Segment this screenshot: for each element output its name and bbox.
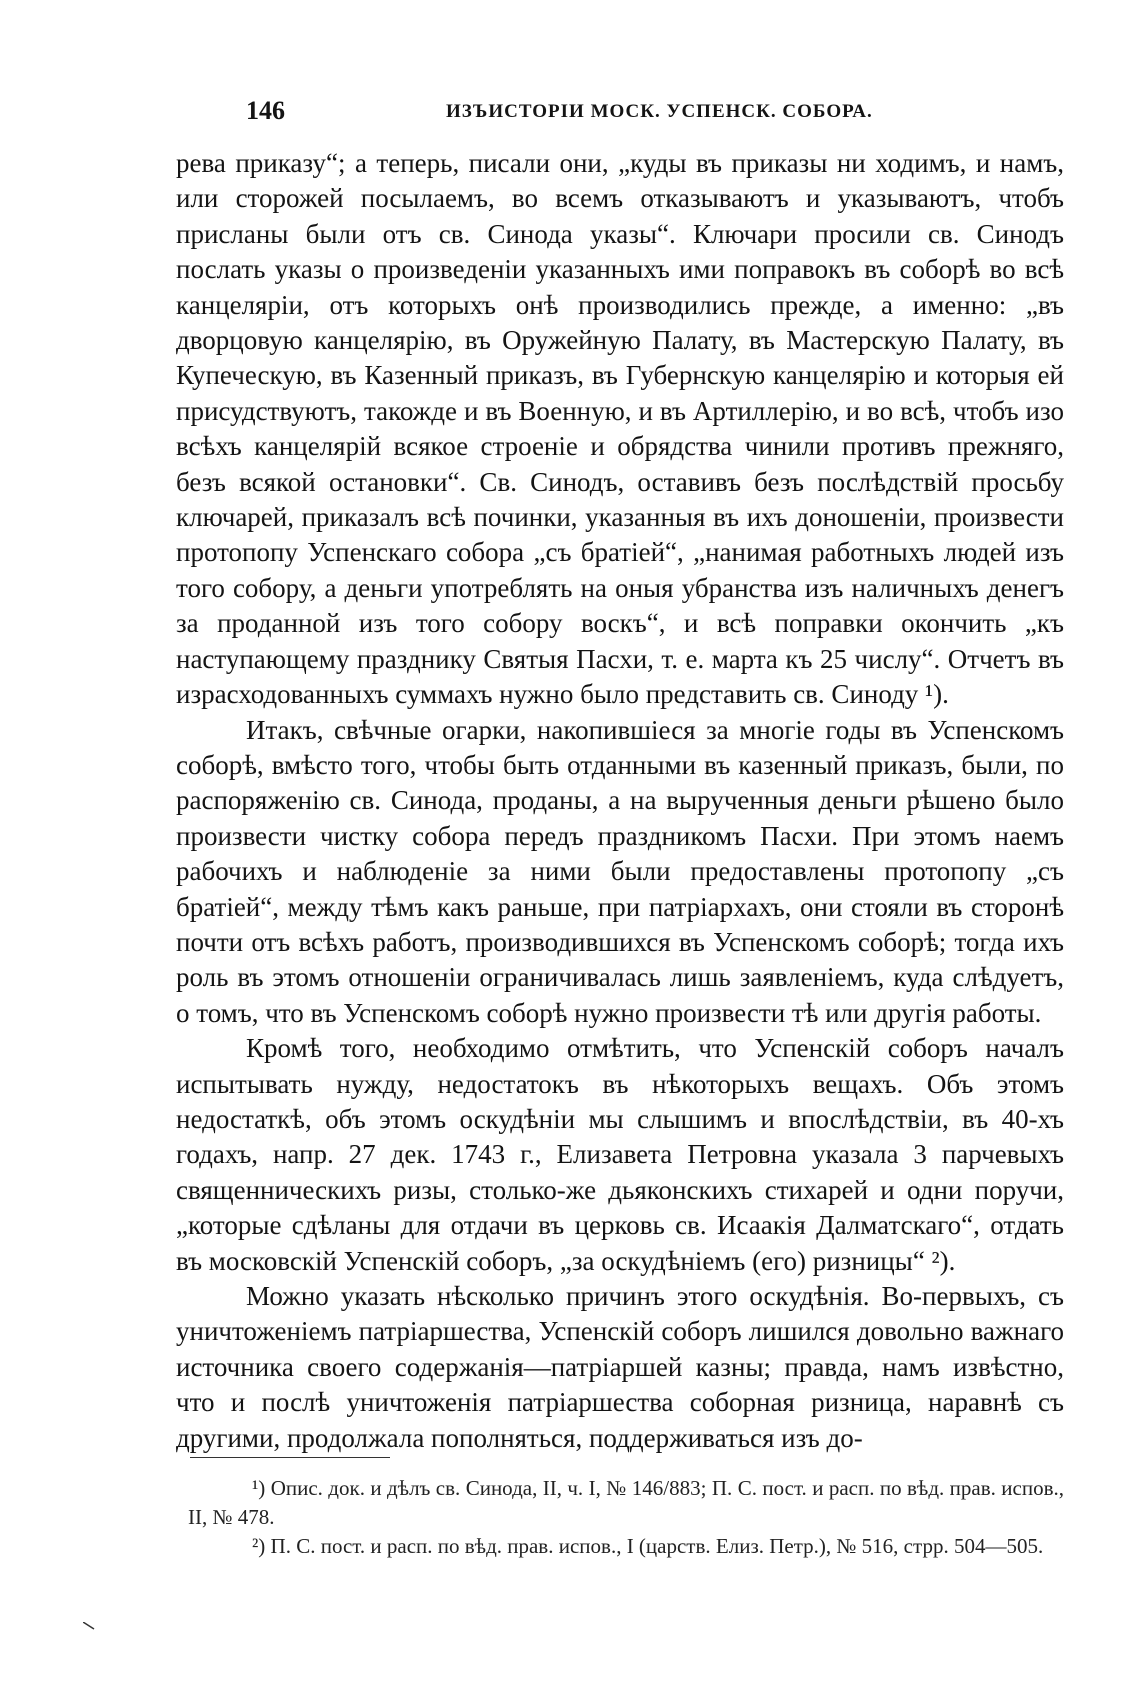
footnote-1: ¹) Опис. док. и дѣлъ св. Синода, II, ч. I, № 146/883; П. С. пост. и расп. по вѣд. прав. испов., II, № 478. (188, 1476, 1064, 1529)
stray-mark-icon (83, 1622, 95, 1630)
paragraph-2: Итакъ, свѣчные огарки, накопившіеся за многіе годы въ Успенскомъ соборѣ, вмѣсто того, чтобы быть отданными въ казенный приказъ, были, по распоряженію св. Синода, проданы, а на вырученныя деньги рѣшено было произвести чистку собора передъ праздникомъ Пасхи. При этомъ наемъ рабочихъ и наблюденіе за ними были предоставлены протопопу „съ братіей“, между тѣмъ какъ раньше, при патріархахъ, они стояли въ сторонѣ почти отъ всѣхъ работъ, производившихся въ Успенскомъ соборѣ; тогда ихъ роль въ этомъ отношеніи ограничивалась лишь заявленіемъ, куда слѣдуетъ, о томъ, что въ Успенскомъ соборѣ нужно произвести тѣ или другія работы. (176, 714, 1064, 1028)
footnote-divider (190, 1457, 390, 1458)
paragraph-3: Кромѣ того, необходимо отмѣтить, что Успенскій соборъ началъ испытывать нужду, недостатокъ въ нѣкоторыхъ вещахъ. Объ этомъ недостаткѣ, объ этомъ оскудѣніи мы слышимъ и впослѣдствіи, въ 40-хъ годахъ, напр. 27 дек. 1743 г., Елизавета Петровна указала 3 парчевыхъ священническихъ ризы, столько-же дьяконскихъ стихарей и одни поручи, „которые сдѣланы для отдачи въ церковь св. Исаакія Далматскаго“, отдать въ московскій Успенскій соборъ, „за оскудѣніемъ (его) ризницы“ ²). (176, 1033, 1064, 1276)
page-number: 146 (246, 96, 285, 125)
paragraph-4: Можно указать нѣсколько причинъ этого оскудѣнія. Во-первыхъ, съ уничтоженіемъ патріаршества, Успенскій соборъ лишился довольно важнаго источника своего содержанія—патріаршей казны; правда, намъ извѣстно, что и послѣ уничтоженія патріаршества соборная ризница, наравнѣ съ другими, продолжала пополняться, поддерживаться изъ до- (176, 1281, 1064, 1453)
footnotes (188, 1474, 1064, 1561)
running-head (176, 96, 1064, 126)
paragraph-1: рева приказу“; а теперь, писали они, „куды въ приказы ни ходимъ, и намъ, или сторожей посылаемъ, во всемъ отказываютъ и указываютъ, чтобъ присланы были отъ св. Синода указы“. Ключари просили св. Синодъ послать указы о произведеніи указанныхъ ими поправокъ въ соборѣ во всѣ канцеляріи, отъ которыхъ онѣ производились прежде, а именно: „въ дворцовую канцелярію, въ Оружейную Палату, въ Мастерскую Палату, въ Купеческую, въ Казенный приказъ, въ Губернскую канцелярію и которыя ей присудствуютъ, такожде и въ Военную, и въ Артиллерію, и во всѣ, чтобъ изо всѣхъ канцелярій всякое строеніе и обрядства чинили противъ прежняго, безъ всякой остановки“. Св. Синодъ, оставивъ безъ послѣдствій просьбу ключарей, приказалъ всѣ починки, указанныя въ ихъ доношеніи, произвести протопопу Успенскаго собора „съ братіей“, „нанимая работныхъ людей изъ того собору, а деньги употреблять на оныя убранства изъ наличныхъ денегъ за проданной изъ того собору воскъ“, и всѣ поправки окончить „къ наступающему празднику Святыя Пасхи, т. е. марта къ 25 числу“. Отчетъ въ израсходованныхъ суммахъ нужно было представить св. Синоду ¹). (176, 148, 1064, 710)
running-title: ИЗЪИСТОРІИ МОСК. УСПЕНСК. СОБОРА. (446, 101, 873, 122)
footnote-2: ²) П. С. пост. и расп. по вѣд. прав. испов., I (царств. Елиз. Петр.), № 516, стрр. 504—505. (252, 1534, 1044, 1558)
main-text (176, 146, 1064, 1456)
